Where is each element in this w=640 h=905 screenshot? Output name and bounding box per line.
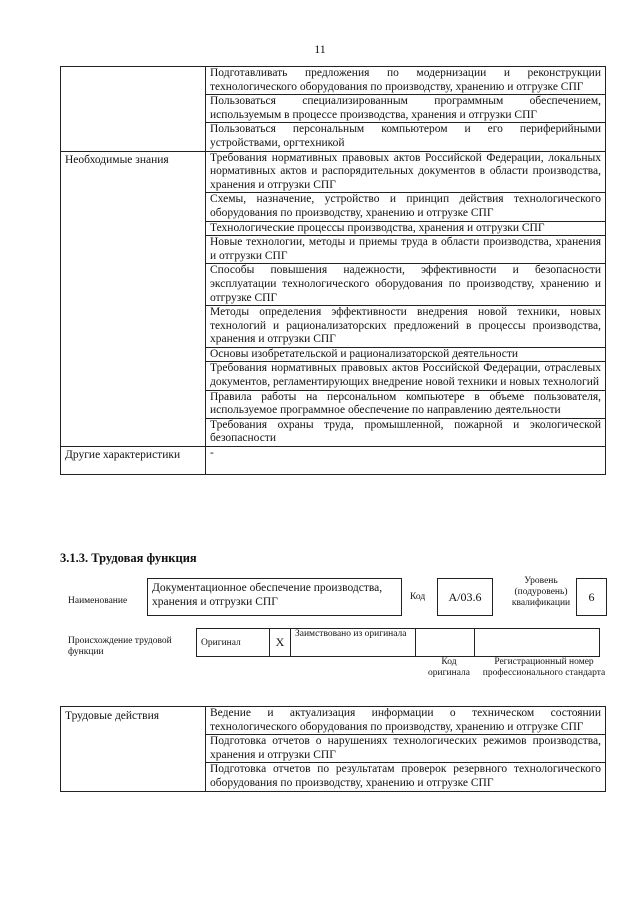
page-number: 11 xyxy=(314,42,326,56)
labor-action-cell: Ведение и актуализация информации о техническом состоянии технологического оборудования по производству, хранению и отгрузке СПГ xyxy=(206,707,606,735)
original-label: Оригинал xyxy=(197,629,270,657)
section-title: 3.1.3. Трудовая функция xyxy=(60,551,197,565)
function-code-box: A/03.6 xyxy=(437,578,493,616)
original-code-cell xyxy=(416,629,475,657)
labor-action-cell: Подготовка отчетов о нарушениях технологических режимов производства, хранения и отгрузки СПГ xyxy=(206,735,606,763)
knowledge-cell: Требования нормативных правовых актов Российской Федерации, отраслевых документов, регламентирующих внедрение новой техники и новых технологий xyxy=(206,362,606,390)
labor-actions-table xyxy=(60,706,606,792)
code-label: Код xyxy=(410,592,426,602)
table-row xyxy=(61,707,606,735)
function-name-box: Документационное обеспечение производства, хранения и отгрузки СПГ xyxy=(147,578,402,616)
skills-knowledge-table xyxy=(60,66,606,475)
borrowed-from-original-label: Заимствовано из оригинала xyxy=(291,629,416,657)
skill-cell: Пользоваться персональным компьютером и его периферийными устройствами, оргтехникой xyxy=(206,123,606,151)
empty-label-cell xyxy=(61,67,206,152)
knowledge-cell: Новые технологии, методы и приемы труда в области производства, хранения и отгрузки СПГ xyxy=(206,236,606,264)
name-label: Наименование xyxy=(68,596,128,606)
labor-action-cell: Подготовка отчетов по результатам проверок резервного технологического оборудования по производству, хранению и отгрузке СПГ xyxy=(206,763,606,791)
knowledge-cell: Основы изобретательской и рационализаторской деятельности xyxy=(206,347,606,362)
registration-number-caption: Регистрационный номер профессионального стандарта xyxy=(482,657,606,678)
knowledge-label: Необходимые знания xyxy=(61,151,206,446)
knowledge-cell: Методы определения эффективности внедрения новой техники, новых технологий и рационализаторских предложений в процессы производства, хранения и отгрузки СПГ xyxy=(206,306,606,348)
original-code-caption: Код оригинала xyxy=(428,657,470,678)
table-row xyxy=(61,151,606,193)
table-row xyxy=(61,447,606,475)
other-characteristics-label: Другие характеристики xyxy=(61,447,206,475)
skill-cell: Пользоваться специализированным программным обеспечением, используемым в процессе производства, хранения и отгрузки СПГ xyxy=(206,95,606,123)
knowledge-cell: Схемы, назначение, устройство и принцип действия технологического оборудования по производству, хранению и отгрузке СПГ xyxy=(206,193,606,221)
other-characteristics-value: - xyxy=(206,447,606,475)
origin-label: Происхождение трудовой функции xyxy=(68,636,172,657)
original-mark: X xyxy=(270,629,291,657)
knowledge-cell: Правила работы на персональном компьютере в объеме пользователя, используемое программное обеспечение по направлению деятельности xyxy=(206,390,606,418)
knowledge-cell: Требования охраны труда, промышленной, пожарной и экологической безопасности xyxy=(206,418,606,446)
table-row xyxy=(197,629,600,657)
skill-cell: Подготавливать предложения по модернизации и реконструкции технологического оборудования по производству, хранению и отгрузке СПГ xyxy=(206,67,606,95)
labor-actions-label: Трудовые действия xyxy=(61,707,206,792)
registration-number-cell xyxy=(475,629,600,657)
qualification-level-box: 6 xyxy=(576,578,607,616)
origin-table xyxy=(196,628,600,657)
knowledge-cell: Требования нормативных правовых актов Российской Федерации, локальных нормативных актов и распорядительных документов в области производства, хранения и отгрузки СПГ xyxy=(206,151,606,193)
qualification-level-label: Уровень (подуровень) квалификации xyxy=(511,576,571,608)
table-row xyxy=(61,67,606,95)
knowledge-cell: Способы повышения надежности, эффективности и безопасности эксплуатации технологического оборудования по производству, хранению и отгрузке СПГ xyxy=(206,264,606,306)
knowledge-cell: Технологические процессы производства, хранения и отгрузки СПГ xyxy=(206,221,606,236)
